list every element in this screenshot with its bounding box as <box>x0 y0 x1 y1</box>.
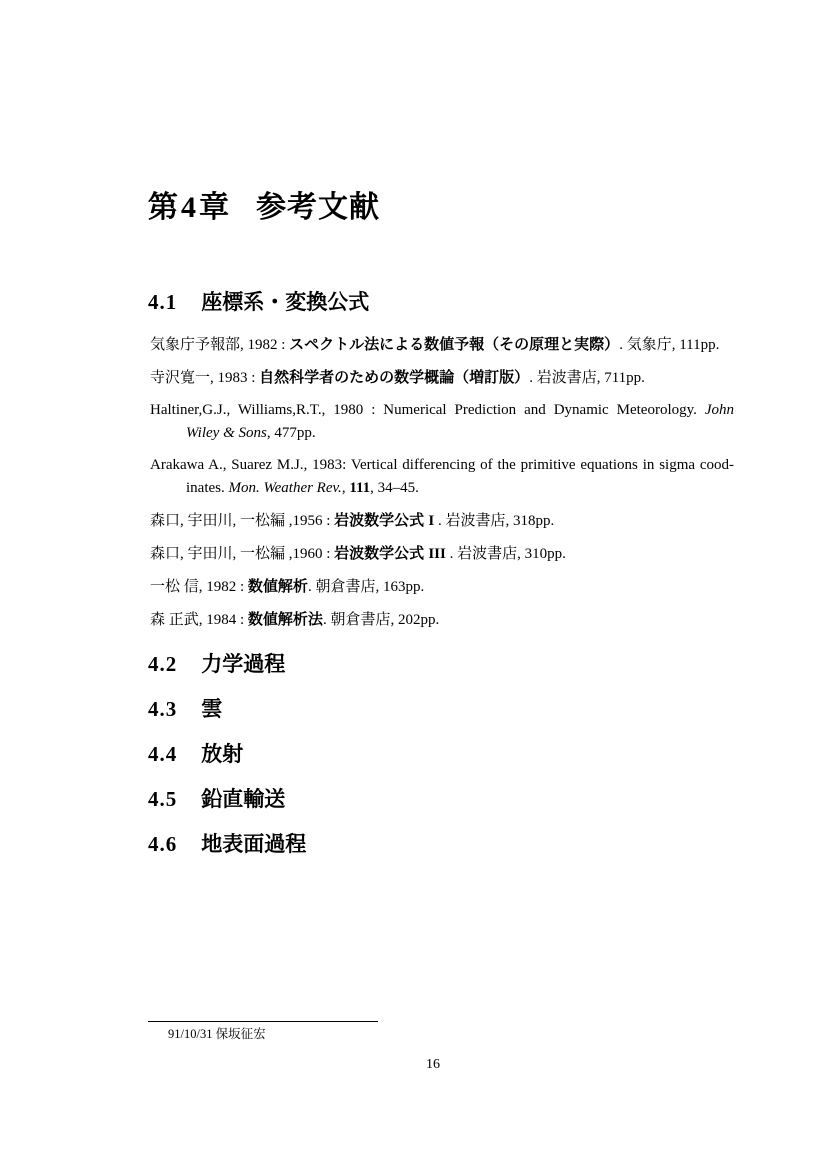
reference-text: 111 <box>349 480 371 496</box>
section-number: 4.4 <box>148 742 178 766</box>
reference-text: 岩波数学公式 <box>334 545 429 562</box>
reference-text: . 岩波書店, 711pp. <box>529 370 645 386</box>
section-number: 4.6 <box>148 832 178 856</box>
reference-entry <box>150 366 734 390</box>
chapter-number-label <box>148 191 230 224</box>
reference-entry <box>150 509 734 533</box>
section-title: 地表面過程 <box>201 833 307 856</box>
reference-line <box>150 542 734 566</box>
reference-text: . 朝倉書店, 163pp. <box>307 579 425 595</box>
reference-entry <box>150 542 734 566</box>
reference-text: 寺沢寛一, 1983 : <box>150 370 260 386</box>
section-number: 4.1 <box>148 290 178 314</box>
section-title: 放射 <box>201 743 244 766</box>
reference-line <box>186 477 734 500</box>
chapter-title: 参考文献 <box>256 191 380 224</box>
reference-text: John <box>704 402 734 418</box>
reference-text: . 気象庁, 111pp. <box>619 337 720 353</box>
reference-text: 森口, 宇田川, 一松編 ,1956 : <box>150 513 335 529</box>
reference-text: 気象庁予報部, 1982 : <box>150 337 290 353</box>
reference-text: III <box>428 546 446 562</box>
section-title: 雲 <box>201 698 223 721</box>
reference-entry <box>150 575 734 599</box>
footnote-rule <box>148 1021 378 1022</box>
reference-text: 森口, 宇田川, 一松編 ,1960 : <box>150 546 335 562</box>
reference-text: スペクトル法による数値予報（その原理と実際） <box>289 336 620 353</box>
section <box>148 832 736 857</box>
reference-text: 岩波数学公式 <box>334 512 429 529</box>
reference-text: , 34–45. <box>370 480 419 496</box>
section-heading <box>148 697 736 722</box>
section-heading <box>148 652 736 677</box>
reference-text: 数値解析法 <box>247 611 323 628</box>
section-title: 力学過程 <box>201 653 286 676</box>
section-number: 4.5 <box>148 787 178 811</box>
chapter-heading <box>148 190 736 226</box>
reference-entry <box>150 399 734 445</box>
reference-text: , 477pp. <box>266 425 316 441</box>
reference-line <box>150 509 734 533</box>
reference-line <box>150 366 734 390</box>
section-heading <box>148 832 736 857</box>
section <box>148 652 736 677</box>
section <box>148 290 736 632</box>
reference-text: I <box>428 513 435 529</box>
reference-text: inates. <box>186 480 229 496</box>
reference-line <box>150 608 734 632</box>
reference-text: . 朝倉書店, 202pp. <box>322 612 440 628</box>
chapter-suffix: 章 <box>199 191 230 224</box>
text-column <box>148 190 736 877</box>
chapter-prefix: 第 <box>148 191 179 224</box>
reference-line <box>150 575 734 599</box>
reference-line <box>150 454 734 477</box>
reference-text: 森 正武, 1984 : <box>150 612 248 628</box>
section-title: 座標系・変換公式 <box>201 291 370 314</box>
sections-container <box>148 290 736 857</box>
reference-entry <box>150 333 734 357</box>
footnote-text: 91/10/31 保坂征宏 <box>168 1027 266 1041</box>
section-title: 鉛直輸送 <box>201 788 286 811</box>
references-list <box>148 333 736 632</box>
section-heading <box>148 742 736 767</box>
section-number: 4.3 <box>148 697 178 721</box>
reference-text: , <box>341 480 350 496</box>
reference-text: Haltiner,G.J., Williams,R.T., 1980 : Numerical Prediction and Dynamic Meteorology. <box>150 402 705 418</box>
section-number: 4.2 <box>148 652 178 676</box>
reference-line <box>150 333 734 357</box>
reference-text: 自然科学者のための数学概論（増訂版） <box>259 369 530 386</box>
section-heading <box>148 787 736 812</box>
reference-text: Wiley & Sons <box>186 425 267 441</box>
chapter-number: 4 <box>181 191 197 224</box>
section <box>148 697 736 722</box>
reference-text: Arakawa A., Suarez M.J., 1983: Vertical differencing of the primitive equations in sigma cood- <box>150 457 734 473</box>
reference-text: 一松 信, 1982 : <box>150 579 248 595</box>
reference-line <box>150 399 734 422</box>
reference-text: . 岩波書店, 318pp. <box>434 513 555 529</box>
reference-line <box>186 422 734 445</box>
reference-text: 数値解析 <box>247 578 308 595</box>
section-heading <box>148 290 736 315</box>
section <box>148 787 736 812</box>
reference-entry <box>150 454 734 500</box>
reference-text: . 岩波書店, 310pp. <box>445 546 566 562</box>
reference-entry <box>150 608 734 632</box>
reference-text: Mon. Weather Rev. <box>228 480 342 496</box>
section <box>148 742 736 767</box>
page-number: 16 <box>426 1057 440 1072</box>
